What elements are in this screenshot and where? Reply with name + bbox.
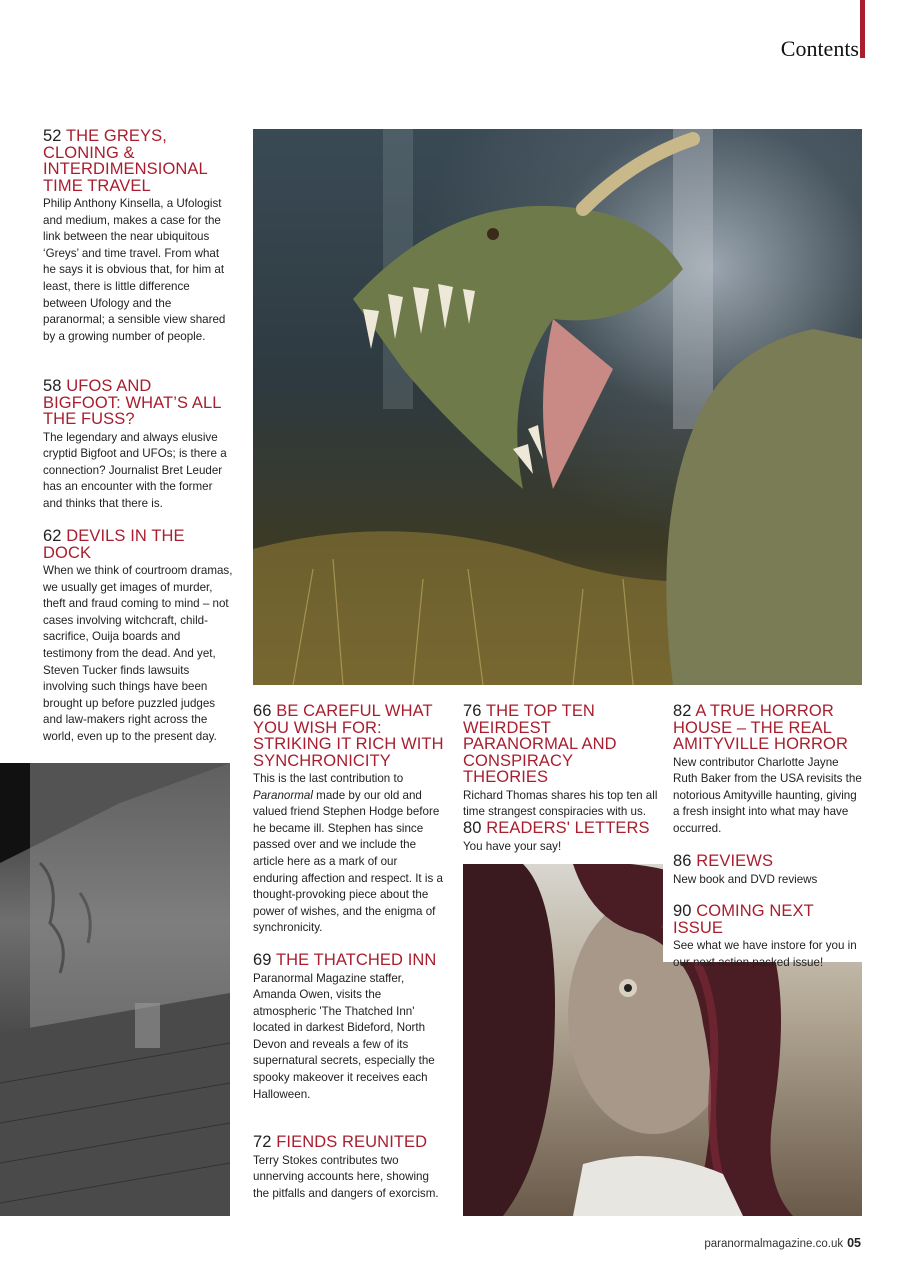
article-52-heading[interactable]: 52 THE GREYS, CLONING & INTERDIMENSIONAL TIME TRAVEL xyxy=(43,127,208,195)
footer-page-number: 05 xyxy=(847,1236,861,1250)
article-62-text: When we think of courtroom dramas, we usually get images of murder, theft and fraud coming to mind – not cases involving witchcraft, child-sacrifice, Ouija boards and testimony from the dead. And yet, Steven Tucker finds lawsuits involving such things have been brought up before puzzled judges and law-makers right across the world, even up to the present day. xyxy=(43,564,233,743)
article-86-text: New book and DVD reviews xyxy=(673,872,818,886)
article-58-text: The legendary and always elusive cryptid Bigfoot and UFOs; is there a connection? Journalist Bret Leuder has an encounter with the former and thinks that there is. xyxy=(43,430,227,510)
article-80 xyxy=(463,820,661,855)
article-52 xyxy=(43,128,233,345)
article-58-heading[interactable]: 58 UFOS AND BIGFOOT: WHAT’S ALL THE FUSS? xyxy=(43,377,221,428)
dragon-photo-art xyxy=(253,129,862,685)
article-82-heading[interactable]: 82 A TRUE HORROR HOUSE – THE REAL AMITYVILLE HORROR xyxy=(673,702,848,753)
article-80-heading[interactable]: 80 READERS' LETTERS xyxy=(463,819,650,837)
article-62-heading[interactable]: 62 DEVILS IN THE DOCK xyxy=(43,527,185,562)
article-86-heading[interactable]: 86 REVIEWS xyxy=(673,852,774,870)
page-title: Contents xyxy=(780,36,859,61)
article-69 xyxy=(253,952,445,1103)
dragon-photo xyxy=(253,129,862,685)
article-90-heading[interactable]: 90 COMING NEXT ISSUE xyxy=(673,902,814,937)
article-86 xyxy=(673,853,865,888)
article-80-text: You have your say! xyxy=(463,839,562,853)
article-62 xyxy=(43,528,233,746)
article-52-text: Philip Anthony Kinsella, a Ufologist and medium, makes a case for the link between the near ubiquitous ‘Greys’ and time travel. From what he says it is obvious that, for him at least, there is little difference between Ufology and the paranormal; a sensible view shared by a growing number of people. xyxy=(43,197,226,343)
article-58 xyxy=(43,378,233,512)
article-66 xyxy=(253,703,445,937)
article-72-heading[interactable]: 72 FIENDS REUNITED xyxy=(253,1133,428,1151)
footer-site[interactable]: paranormalmagazine.co.uk xyxy=(704,1238,844,1250)
article-90 xyxy=(673,903,865,971)
page-footer xyxy=(704,1236,861,1250)
article-69-text: Paranormal Magazine staffer, Amanda Owen, visits the atmospheric 'The Thatched Inn' located in darkest Bideford, North Devon and reveals a few of its supernatural secrets, especially the spooky makeover it receives each Halloween. xyxy=(253,971,435,1101)
article-90-text: See what we have instore for you in our next action packed issue! xyxy=(673,939,857,969)
header-accent-bar xyxy=(860,0,865,58)
article-66-heading[interactable]: 66 BE CAREFUL WHAT YOU WISH FOR: STRIKING IT RICH WITH SYNCHRONICITY xyxy=(253,702,444,770)
article-69-heading[interactable]: 69 THE THATCHED INN xyxy=(253,951,437,969)
article-66-text: This is the last contribution to Paranormal made by our old and valued friend Stephen Hodge before he became ill. Stephen has since passed over and we include the article here as a mark of our enduring affection and respect. It is a thought-provoking piece about the power of wishes, and the enigma of synchronicity. xyxy=(253,772,443,935)
article-72 xyxy=(253,1134,445,1202)
article-76-heading[interactable]: 76 THE TOP TEN WEIRDEST PARANORMAL AND CONSPIRACY THEORIES xyxy=(463,702,617,786)
article-76-text: Richard Thomas shares his top ten all time strangest conspiracies with us. xyxy=(463,788,658,819)
article-76 xyxy=(463,703,661,821)
article-82 xyxy=(673,703,865,837)
article-82-text: New contributor Charlotte Jayne Ruth Baker from the USA revisits the notorious Amityville haunting, giving a fresh insight into what may have occurred. xyxy=(673,755,862,835)
article-72-text: Terry Stokes contributes two unnerving accounts here, showing the pitfalls and dangers of exorcism. xyxy=(253,1153,439,1200)
